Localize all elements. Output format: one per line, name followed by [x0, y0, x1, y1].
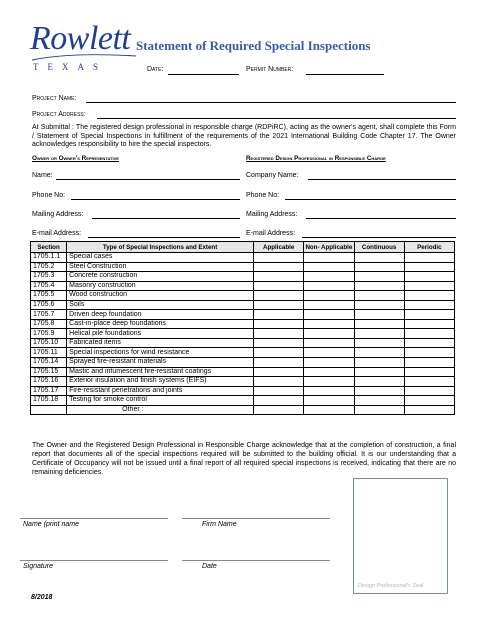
non-applicable-checkbox[interactable] — [304, 329, 354, 339]
section-cell: 1705.5 — [31, 291, 67, 301]
submittal-instructions: At Submittal : The registered design professional in responsible charge (RDPiRC), acting as the owner's agent, shall complete this Form / Statement of Special Inspections in fulfillment of the requirements of the 2021 International Building Code Chapter 17. The Owner acknowledges responsibility to hire the special inspectors. — [32, 124, 456, 149]
applicable-checkbox[interactable] — [254, 367, 304, 377]
owner-heading: Owner or Owner's Representative — [32, 155, 119, 162]
type-cell: Soils — [67, 300, 254, 310]
non-applicable-checkbox[interactable] — [304, 253, 354, 263]
applicable-checkbox[interactable] — [254, 262, 304, 272]
logo-swoosh-icon — [30, 50, 138, 62]
header-periodic: Periodic — [404, 242, 454, 253]
acknowledgement-text: The Owner and the Registered Design Professional in Responsible Charge acknowledge that at the completion of construction, a final report that documents all of the special inspections required will be submitted to the building official. It is our understanding that a Certificate of Occupancy will not be issued until a final report of all required special inspections is received, indicating that there are no remaining deficiencies. — [32, 442, 456, 476]
table-row — [31, 396, 455, 406]
periodic-checkbox[interactable] — [404, 319, 454, 329]
project-address-label: Project Address: — [32, 111, 86, 118]
periodic-checkbox[interactable] — [404, 338, 454, 348]
periodic-checkbox[interactable] — [404, 358, 454, 368]
type-cell: Exterior insulation and finish systems (EIFS) — [67, 377, 254, 387]
rdp-mailing-field[interactable] — [306, 218, 456, 219]
table-row — [31, 367, 455, 377]
section-cell — [31, 405, 67, 415]
section-cell: 1705.17 — [31, 386, 67, 396]
owner-mailing-label: Mailing Address: — [32, 211, 84, 218]
rdp-heading: Registered Design Professional in Responsible Charge — [246, 155, 386, 162]
applicable-checkbox[interactable] — [254, 281, 304, 291]
section-cell: 1705.11 — [31, 348, 67, 358]
section-cell: 1705.1.1 — [31, 253, 67, 263]
table-row — [31, 386, 455, 396]
firm-name-label: Firm Name — [202, 521, 237, 528]
periodic-checkbox[interactable] — [404, 291, 454, 301]
project-name-label: Project Name: — [32, 95, 77, 102]
section-cell: 1705.6 — [31, 300, 67, 310]
periodic-checkbox[interactable] — [404, 367, 454, 377]
applicable-checkbox[interactable] — [254, 377, 304, 387]
project-address-field[interactable] — [97, 118, 456, 119]
periodic-checkbox[interactable] — [404, 386, 454, 396]
type-cell: Special inspections for wind resistance — [67, 348, 254, 358]
logo-state: TEXAS — [33, 62, 107, 72]
non-applicable-checkbox[interactable] — [304, 358, 354, 368]
periodic-checkbox[interactable] — [404, 348, 454, 358]
continuous-checkbox[interactable] — [354, 253, 404, 263]
date-label: Date: — [147, 66, 164, 73]
table-row-other — [31, 405, 455, 415]
type-cell: Sprayed fire-resistant materials — [67, 358, 254, 368]
section-cell: 1705.18 — [31, 396, 67, 406]
applicable-checkbox[interactable] — [254, 386, 304, 396]
rdp-email-label: E-mail Address: — [246, 230, 296, 237]
type-cell: Steel Construction — [67, 262, 254, 272]
continuous-checkbox[interactable] — [354, 272, 404, 282]
design-professional-seal-box — [353, 478, 448, 594]
continuous-checkbox[interactable] — [354, 281, 404, 291]
continuous-checkbox[interactable] — [354, 300, 404, 310]
table-row — [31, 262, 455, 272]
signature-label: Signature — [23, 563, 53, 570]
table-row — [31, 300, 455, 310]
rdp-mailing-label: Mailing Address: — [246, 211, 298, 218]
header-applicable: Applicable — [254, 242, 304, 253]
continuous-checkbox[interactable] — [354, 348, 404, 358]
non-applicable-checkbox[interactable] — [304, 272, 354, 282]
owner-name-label: Name: — [32, 172, 53, 179]
form-revision-date: 8/2018 — [31, 594, 53, 601]
rdp-company-field[interactable] — [308, 179, 456, 180]
non-applicable-checkbox[interactable] — [304, 348, 354, 358]
non-applicable-checkbox[interactable] — [304, 338, 354, 348]
periodic-checkbox[interactable] — [404, 262, 454, 272]
header-continuous: Continuous — [354, 242, 404, 253]
section-cell: 1705.16 — [31, 377, 67, 387]
continuous-checkbox[interactable] — [354, 291, 404, 301]
periodic-checkbox[interactable] — [404, 253, 454, 263]
non-applicable-checkbox[interactable] — [304, 310, 354, 320]
applicable-checkbox[interactable] — [254, 272, 304, 282]
table-row — [31, 253, 455, 263]
print-name-label: Name (print name — [23, 521, 80, 528]
header-non-applicable: Non- Applicable — [305, 243, 353, 251]
applicable-checkbox[interactable] — [254, 253, 304, 263]
non-applicable-checkbox[interactable] — [304, 386, 354, 396]
table-row — [31, 319, 455, 329]
section-cell: 1705.15 — [31, 367, 67, 377]
date-line[interactable] — [182, 560, 330, 561]
continuous-checkbox[interactable] — [354, 377, 404, 387]
continuous-checkbox[interactable] — [354, 396, 404, 406]
owner-mailing-field[interactable] — [92, 218, 240, 219]
table-row — [31, 348, 455, 358]
applicable-checkbox[interactable] — [254, 291, 304, 301]
date-field[interactable] — [168, 74, 239, 75]
table-row — [31, 291, 455, 301]
applicable-checkbox[interactable] — [254, 358, 304, 368]
periodic-checkbox[interactable] — [404, 281, 454, 291]
seal-label: Design Professional's Seal — [358, 583, 424, 589]
periodic-checkbox[interactable] — [404, 272, 454, 282]
rdp-phone-label: Phone No: — [246, 192, 280, 199]
continuous-checkbox[interactable] — [354, 367, 404, 377]
type-cell: Testing for smoke control — [67, 396, 254, 406]
owner-phone-field[interactable] — [71, 199, 240, 200]
type-cell: Fire-resistant penetrations and joints — [67, 386, 254, 396]
header-section: Section — [31, 242, 67, 253]
section-cell: 1705.14 — [31, 358, 67, 368]
type-cell: Mastic and intumescent fire-resistant coatings — [67, 367, 254, 377]
section-cell: 1705.3 — [31, 272, 67, 282]
periodic-checkbox[interactable] — [404, 396, 454, 406]
type-cell: Cast-in-place deep foundations — [67, 319, 254, 329]
permit-number-label: Permit Number: — [246, 66, 294, 73]
continuous-checkbox[interactable] — [354, 386, 404, 396]
applicable-checkbox[interactable] — [254, 338, 304, 348]
periodic-checkbox[interactable] — [404, 405, 454, 415]
continuous-checkbox[interactable] — [354, 358, 404, 368]
rowlett-logo — [30, 22, 138, 74]
table-row — [31, 338, 455, 348]
logo-wordmark: Rowlett — [30, 20, 131, 57]
non-applicable-checkbox[interactable] — [304, 396, 354, 406]
owner-name-field[interactable] — [56, 179, 240, 180]
rdp-company-label: Company Name: — [246, 172, 299, 179]
signature-line[interactable] — [20, 560, 168, 561]
firm-name-line[interactable] — [182, 518, 330, 519]
header-type: Type of Special Inspections and Extent — [67, 242, 254, 253]
continuous-checkbox[interactable] — [354, 405, 404, 415]
continuous-checkbox[interactable] — [354, 329, 404, 339]
periodic-checkbox[interactable] — [404, 300, 454, 310]
section-cell: 1705.10 — [31, 338, 67, 348]
permit-number-field[interactable] — [306, 74, 384, 75]
applicable-checkbox[interactable] — [254, 300, 304, 310]
applicable-checkbox[interactable] — [254, 329, 304, 339]
table-row — [31, 281, 455, 291]
type-cell: Wood construction — [67, 291, 254, 301]
type-cell: Fabricated items — [67, 338, 254, 348]
non-applicable-checkbox[interactable] — [304, 262, 354, 272]
section-cell: 1705.8 — [31, 319, 67, 329]
table-row — [31, 272, 455, 282]
section-cell: 1705.4 — [31, 281, 67, 291]
applicable-checkbox[interactable] — [254, 396, 304, 406]
table-header-row — [31, 242, 455, 253]
non-applicable-checkbox[interactable] — [304, 405, 354, 415]
project-name-field[interactable] — [86, 102, 456, 103]
table-row — [31, 329, 455, 339]
owner-email-label: E-mail Address: — [32, 230, 82, 237]
signature-date-label: Date — [202, 563, 217, 570]
type-cell: Helical pile foundations — [67, 329, 254, 339]
rdp-email-field[interactable] — [302, 237, 456, 238]
continuous-checkbox[interactable] — [354, 319, 404, 329]
owner-phone-label: Phone No: — [32, 192, 66, 199]
type-cell: Concrete construction — [67, 272, 254, 282]
special-inspections-table — [30, 241, 455, 415]
other-label: Other : — [67, 405, 254, 415]
table-row — [31, 310, 455, 320]
section-cell: 1705.9 — [31, 329, 67, 339]
section-cell: 1705.2 — [31, 262, 67, 272]
periodic-checkbox[interactable] — [404, 329, 454, 339]
rdp-phone-field[interactable] — [285, 199, 456, 200]
type-cell: Masonry construction — [67, 281, 254, 291]
continuous-checkbox[interactable] — [354, 338, 404, 348]
table-row — [31, 358, 455, 368]
applicable-checkbox[interactable] — [254, 319, 304, 329]
type-cell: Driven deep foundation — [67, 310, 254, 320]
table-row — [31, 377, 455, 387]
section-cell: 1705.7 — [31, 310, 67, 320]
applicable-checkbox[interactable] — [254, 348, 304, 358]
document-title: Statement of Required Special Inspections — [136, 38, 371, 53]
non-applicable-checkbox[interactable] — [304, 300, 354, 310]
applicable-checkbox[interactable] — [254, 405, 304, 415]
owner-email-field[interactable] — [88, 237, 240, 238]
periodic-checkbox[interactable] — [404, 310, 454, 320]
print-name-line[interactable] — [20, 518, 168, 519]
type-cell: Special cases — [67, 253, 254, 263]
non-applicable-checkbox[interactable] — [304, 319, 354, 329]
applicable-checkbox[interactable] — [254, 310, 304, 320]
non-applicable-checkbox[interactable] — [304, 291, 354, 301]
non-applicable-checkbox[interactable] — [304, 281, 354, 291]
continuous-checkbox[interactable] — [354, 310, 404, 320]
non-applicable-checkbox[interactable] — [304, 377, 354, 387]
periodic-checkbox[interactable] — [404, 377, 454, 387]
continuous-checkbox[interactable] — [354, 262, 404, 272]
non-applicable-checkbox[interactable] — [304, 367, 354, 377]
